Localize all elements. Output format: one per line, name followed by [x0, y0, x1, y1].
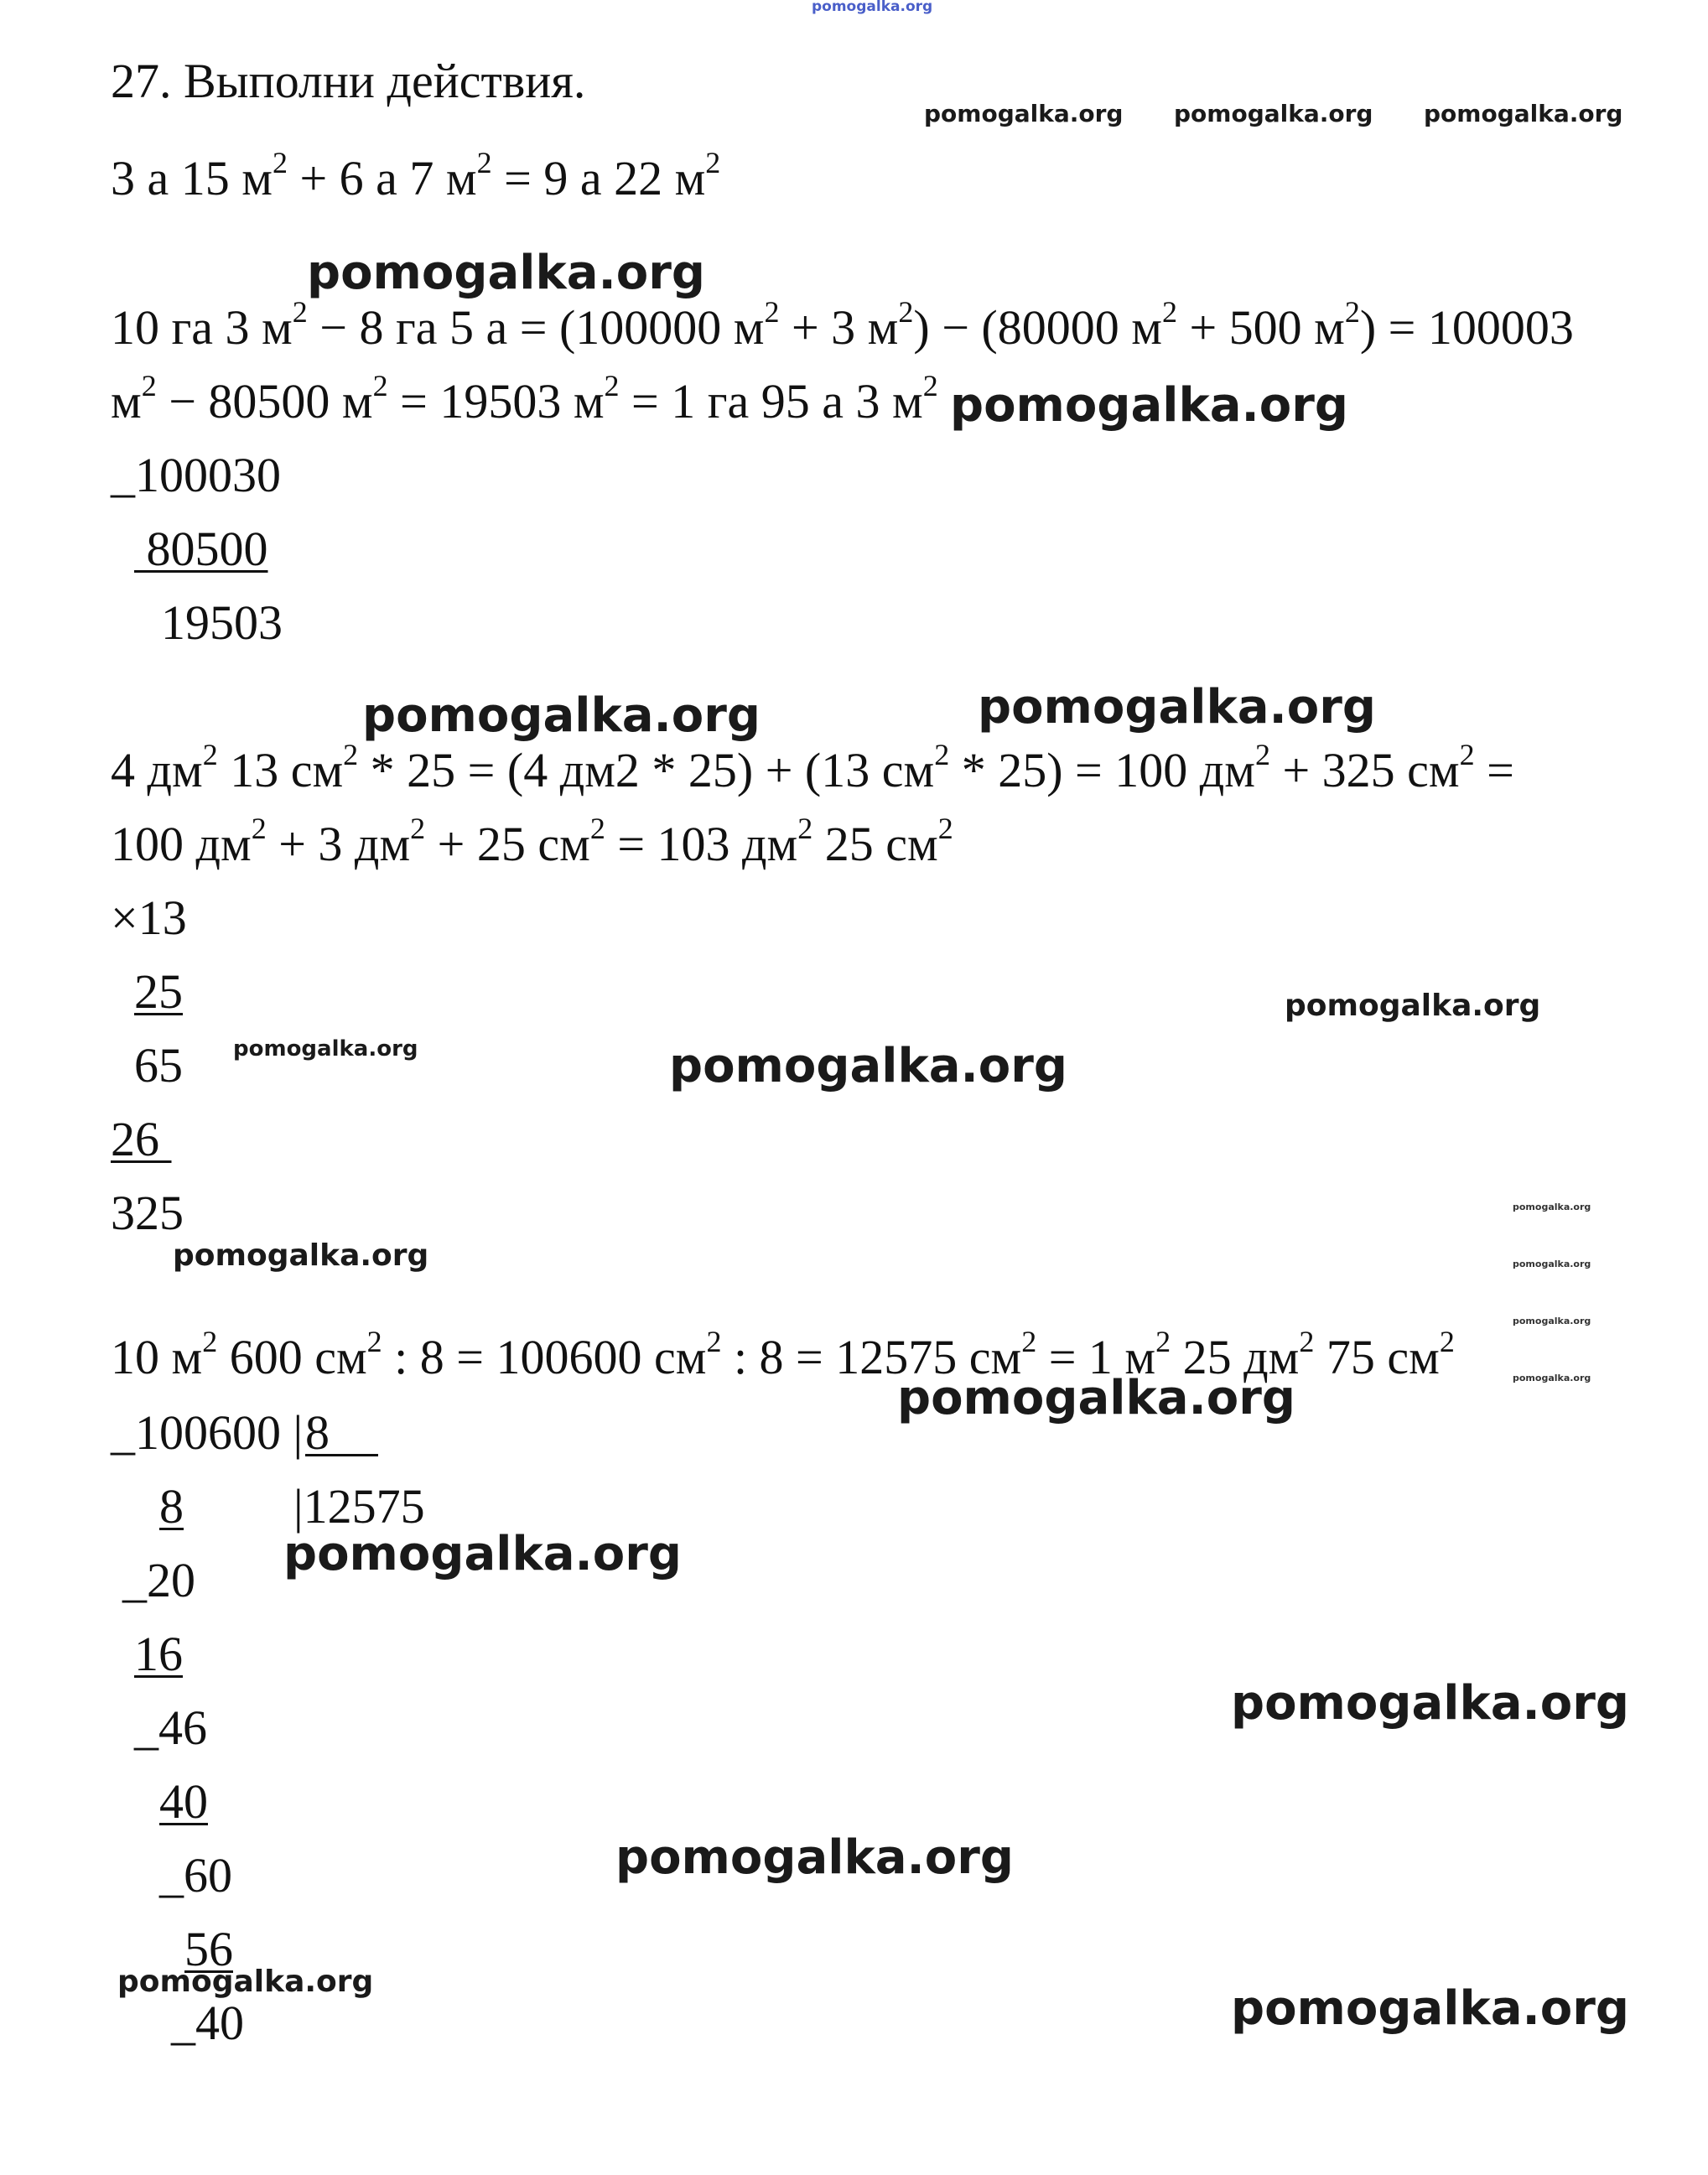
- watermark: pomogalka.org: [233, 1036, 418, 1062]
- problem-3-line-2: 100 $дм^2 + 3$ $дм^2 + 25$ $см^2 = 103$ $дм^2$ 25 $см^2$: [111, 811, 953, 871]
- division-divisor: 8: [305, 1405, 378, 1460]
- watermark: pomogalka.org: [1513, 1373, 1591, 1383]
- watermark: pomogalka.org: [283, 1527, 682, 1581]
- watermark: pomogalka.org: [1174, 100, 1373, 127]
- exercise-title: 27. Выполни действия.: [111, 54, 586, 108]
- watermark: pomogalka.org: [1231, 1676, 1629, 1731]
- division-quotient: |12575: [293, 1479, 425, 1534]
- division-step: _20: [122, 1553, 195, 1607]
- watermark: pomogalka.org: [924, 100, 1124, 127]
- header-watermark: pomogalka.org: [812, 0, 933, 15]
- watermark: pomogalka.org: [1231, 1981, 1629, 2036]
- watermark: pomogalka.org: [669, 1039, 1067, 1093]
- division-step: 16: [134, 1627, 183, 1681]
- division-dividend: _100600 |: [111, 1405, 304, 1460]
- watermark: pomogalka.org: [362, 688, 761, 743]
- problem-4-line-1: 10 $м^2$ 600 $см^2$ : 8 = 100600 $см^2$ : 8 = 12575 $см^2 = 1$ $м^2$ 25 $дм^2$ 75 $см^2$: [111, 1324, 1455, 1384]
- division-step: 8: [159, 1479, 184, 1534]
- watermark: pomogalka.org: [1513, 1316, 1591, 1326]
- watermark: pomogalka.org: [615, 1830, 1014, 1885]
- watermark: pomogalka.org: [173, 1238, 429, 1273]
- watermark: pomogalka.org: [1513, 1202, 1591, 1212]
- column-subtraction-subtrahend: 80500: [134, 522, 268, 576]
- division-step: 56: [184, 1922, 233, 1976]
- watermark: pomogalka.org: [1424, 100, 1623, 127]
- problem-2-line-1: 10 га 3 $м^2 - 8$ га 5 а = (100000 $м^2 + 3$ $м^2) - (80000$ $м^2 + 500$ $м^2) = 100003$: [111, 294, 1574, 355]
- watermark: pomogalka.org: [1285, 989, 1541, 1023]
- column-subtraction-minuend: _100030: [111, 448, 281, 502]
- division-step: _40: [171, 1996, 244, 2050]
- problem-2-line-2: $м^2 - 80500$ $м^2 = 19503$ $м^2 = 1$ га 95 а 3 $м^2$: [111, 368, 938, 428]
- division-step: _46: [134, 1700, 207, 1755]
- column-multiplication-multiplier: 25: [134, 964, 183, 1019]
- watermark: pomogalka.org: [978, 680, 1376, 735]
- watermark: pomogalka.org: [950, 378, 1348, 433]
- column-multiplication-result: 325: [111, 1186, 184, 1240]
- problem-1-equation: 3 а 15 $м^2 + 6$ а 7 $м^2 = 9$ а 22 $м^2$: [111, 145, 721, 205]
- watermark: pomogalka.org: [117, 1965, 374, 1999]
- watermark: pomogalka.org: [1513, 1259, 1591, 1269]
- problem-3-line-1: 4 $дм^2$ 13 $см^2 * 25 = (4$ дм2 * 25) + (13 $см^2 * 25) = 100$ $дм^2 + 325$ $см^2$ =: [111, 737, 1514, 797]
- column-multiplication-multiplicand: ×13: [111, 890, 187, 945]
- column-multiplication-partial-2: 26: [111, 1112, 172, 1166]
- column-multiplication-partial-1: 65: [134, 1038, 183, 1093]
- division-step: _60: [159, 1848, 232, 1902]
- watermark: pomogalka.org: [307, 246, 705, 300]
- division-step: 40: [159, 1774, 208, 1829]
- column-subtraction-result: 19503: [161, 595, 283, 650]
- watermark: pomogalka.org: [897, 1371, 1295, 1425]
